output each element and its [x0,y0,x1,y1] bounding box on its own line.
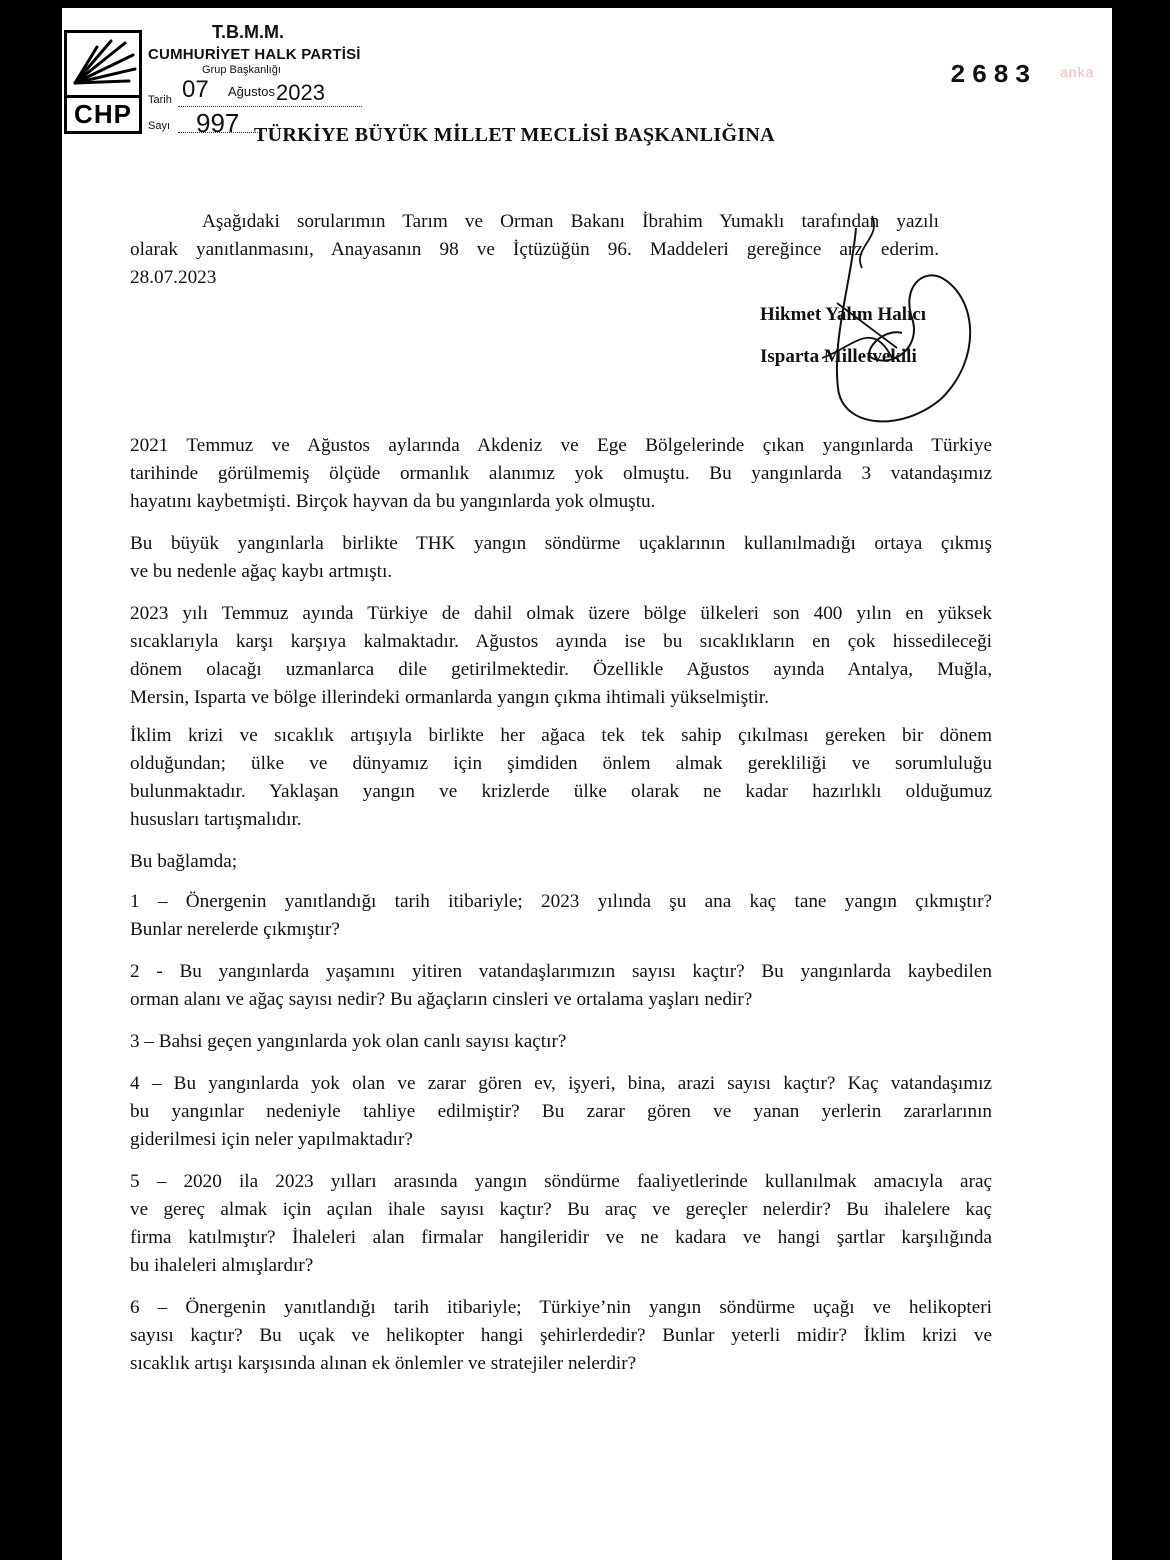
paragraph-line: Mersin, Isparta ve bölge illerindeki ormanlarda yangın çıkma ihtimali yükselmiştir. [130,687,769,708]
signature-name: Hikmet Yalım Halıcı [760,304,927,325]
question-line: ve gereç almak için açılan ihale sayısı kaçtır? Bu araç ve gereçler nelerdir? Bu ihalelere kaç [130,1199,992,1220]
paragraph-line: 2023 yılı Temmuz ayında Türkiye de dahil olmak üzere bölge ülkeleri son 400 yılın en yüksek [130,603,992,624]
paragraph-line: bulunmaktadır. Yaklaşan yangın ve krizlerde ülke olarak ne kadar hazırlıklı olduğumuz [130,781,992,802]
question-line: 5 – 2020 ila 2023 yılları arasında yangın söndürme faaliyetlerinde kullanılmak amacıyla araç [130,1171,992,1192]
paragraph-line: dönem olacağı uzmanlarca dile getirilmektedir. Özellikle Ağustos ayında Antalya, Muğla, [130,659,992,680]
document-number: 2683 [950,60,1037,90]
question-line: firma katılmıştır? İhaleleri alan firmalar hangileridir ve ne kadara ve hangi şartlar karşılığında [130,1227,992,1248]
question-line: bu ihaleleri almışlardır? [130,1255,314,1276]
stamp-logo-text: CHP [67,95,139,131]
stamp-date-day: 07 [182,76,209,103]
paragraph-line: 2021 Temmuz ve Ağustos aylarında Akdeniz ve Ege Bölgelerinde çıkan yangınlarda Türkiye [130,435,992,456]
stamp-group: Grup Başkanlığı [202,64,281,76]
question-line: 2 - Bu yangınlarda yaşamını yitiren vatandaşlarımızın sayısı kaçtır? Bu yangınlarda kaybedilen [130,961,992,982]
stamp-date-year: 2023 [276,80,325,105]
question-line: sayısı kaçtır? Bu uçak ve helikopter hangi şehirlerdedir? Bunlar yeterli midir? İklim krizi ve [130,1325,992,1346]
intro-date: 28.07.2023 [130,267,217,288]
question-line: bu yangınlar nedeniyle tahliye edilmiştir? Bu zarar gören ve yanan yerlerin zararlarının [130,1101,992,1122]
stamp-date-label: Tarih [148,94,172,106]
question-line: giderilmesi için neler yapılmaktadır? [130,1129,413,1150]
paragraph-line: tarihinde görülmemiş ölçüde ormanlık alanımız yok olmuştu. Bu yangınlarda 3 vatandaşımız [130,463,992,484]
stamp-number-label: Sayı [148,120,171,132]
question-line: sıcaklık artışı karşısında alınan ek önlemler ve stratejiler nelerdir? [130,1353,637,1374]
stamp-title: T.B.M.M. [212,22,284,42]
watermark: anka [1060,64,1095,80]
body-content [130,8,990,1560]
document-page [62,8,1112,1560]
question-line: 6 – Önergenin yanıtlandığı tarih itibariyle; Türkiye’nin yangın söndürme uçağı ve helikopteri [130,1297,992,1318]
paragraph-line: İklim krizi ve sıcaklık artışıyla birlikte her ağaca tek tek sahip çıkılması gereken bir dönem [130,725,992,746]
question-line: orman alanı ve ağaç sayısı nedir? Bu ağaçların cinsleri ve ortalama yaşları nedir? [130,989,753,1010]
paragraph-line: ve bu nedenle ağaç kaybı artmıştı. [130,561,393,582]
paragraph-line: hayatını kaybetmişti. Birçok hayvan da bu yangınlarda yok olmuştu. [130,491,656,512]
stamp-number-value: 997 [196,108,240,138]
intro-line: Aşağıdaki sorularımın Tarım ve Orman Bakanı İbrahim Yumaklı tarafından yazılı [202,211,939,232]
paragraph-line: Bu büyük yangınlarla birlikte THK yangın söndürme uçaklarının kullanılmadığı ortaya çıkmış [130,533,992,554]
paragraph-line: hususları tartışmalıdır. [130,809,302,830]
torch-rays-icon [67,33,139,95]
question-line: 3 – Bahsi geçen yangınlarda yok olan canlı sayısı kaçtır? [130,1031,567,1052]
document-heading: TÜRKİYE BÜYÜK MİLLET MECLİSİ BAŞKANLIĞINA [254,124,775,146]
paragraph-line: olduğundan; ülke ve dünyamız için şimdiden önlem almak gerekliliği ve sorumluluğu [130,753,992,774]
stamp-date-month: Ağustos [228,84,275,99]
signature-title: Isparta Milletvekili [760,346,917,367]
question-line: 4 – Bu yangınlarda yok olan ve zarar gören ev, işyeri, bina, arazi sayısı kaçtır? Kaç vatandaşımız [130,1073,992,1094]
stamp-party-name: CUMHURİYET HALK PARTİSİ [148,46,361,63]
question-line: 1 – Önergenin yanıtlandığı tarih itibariyle; 2023 yılında şu ana kaç tane yangın çıkmıştır? [130,891,992,912]
paragraph-line: sıcaklarıyla karşı karşıya kalmaktadır. Ağustos ayında ise bu sıcaklıkların en çok hissedileceği [130,631,992,652]
paragraph-line: Bu bağlamda; [130,851,238,872]
question-line: Bunlar nerelerde çıkmıştır? [130,919,340,940]
intro-line: olarak yanıtlanmasını, Anayasanın 98 ve İçtüzüğün 96. Maddeleri gereğince arz ederim. [130,239,939,260]
